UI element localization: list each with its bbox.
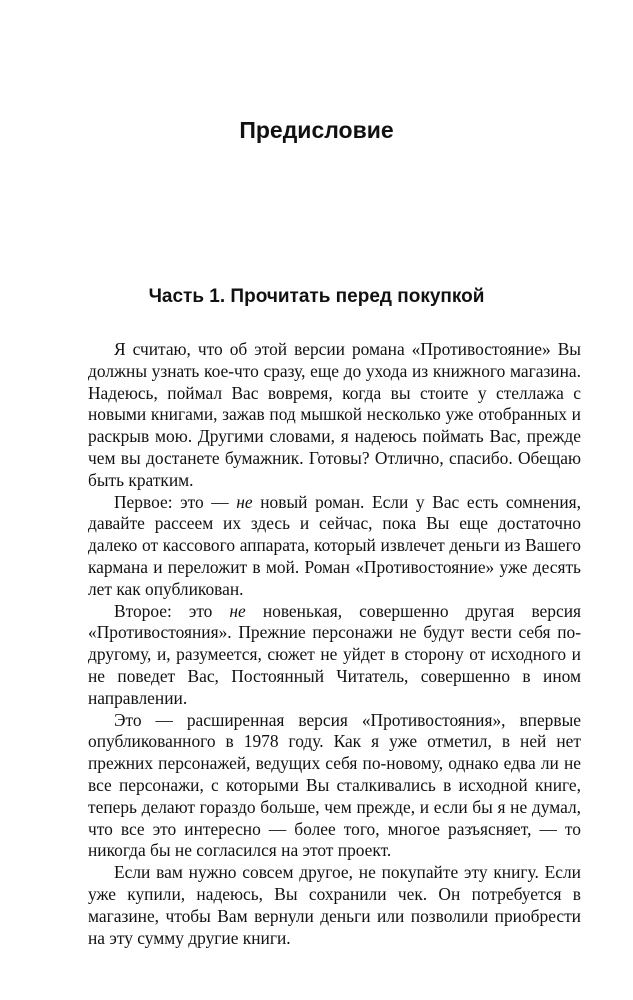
paragraph-2-emphasis: не xyxy=(236,491,253,512)
paragraph-1: Я считаю, что об этой версии романа «Противостояние» Вы должны узнать кое-что сразу, еще до ухода из книжного магазина. Надеюсь, поймал Вас вовремя, когда вы стоите у стеллажа с новыми книгами, зажав под мышкой несколько уже отобранных и раскрыв мою. Другими словами, я надеюсь поймать Вас, прежде чем вы достанете бумажник. Готовы? Отлично, спасибо. Обещаю быть кратким. xyxy=(88,339,581,490)
page-title: Предисловие xyxy=(239,117,394,143)
paragraph-5: Если вам нужно совсем другое, не покупайте эту книгу. Если уже купили, надеюсь, Вы сохранили чек. Он потребуется в магазине, чтобы Вам вернули деньги или позволили приобрести на эту сумму другие книги. xyxy=(88,862,581,948)
paragraph-2-start: Первое: это — xyxy=(114,491,237,512)
paragraph-3 xyxy=(88,601,581,710)
paragraph-4: Это — расширенная версия «Противостояния», впервые опубликованного в 1978 году. Как я уже отметил, в ней нет прежних персонажей, ведущих себя по-новому, однако едва ли не все персонажи, с которыми Вы сталкивались в исходной книге, теперь делают гораздо больше, чем прежде, и если бы я не думал, что все это интересно — более того, многое разъясняет, — то никогда бы не согласился на этот проект. xyxy=(88,709,581,861)
paragraph-3-rest: новенькая, совершенно другая версия «Противостояния». Прежние персонажи не будут вести себя по-другому, и, разумеется, сюжет не уйдет в сторону от исходного и не поведет Вас, Постоянный Читатель, совершенно в ином направлении. xyxy=(88,600,581,708)
paragraph-2 xyxy=(88,492,581,601)
section-heading: Часть 1. Прочитать перед покупкой xyxy=(148,286,485,307)
paragraph-3-emphasis: не xyxy=(229,600,246,621)
paragraph-3-start: Второе: это xyxy=(114,600,230,621)
body-text xyxy=(88,339,581,949)
paragraph-2-rest: новый роман. Если у Вас есть сомнения, давайте рассеем их здесь и сейчас, пока Вы еще достаточно далеко от кассового аппарата, который извлечет деньги из Вашего кармана и переложит в мой. Роман «Противостояние» уже десять лет как опубликован. xyxy=(88,491,581,599)
